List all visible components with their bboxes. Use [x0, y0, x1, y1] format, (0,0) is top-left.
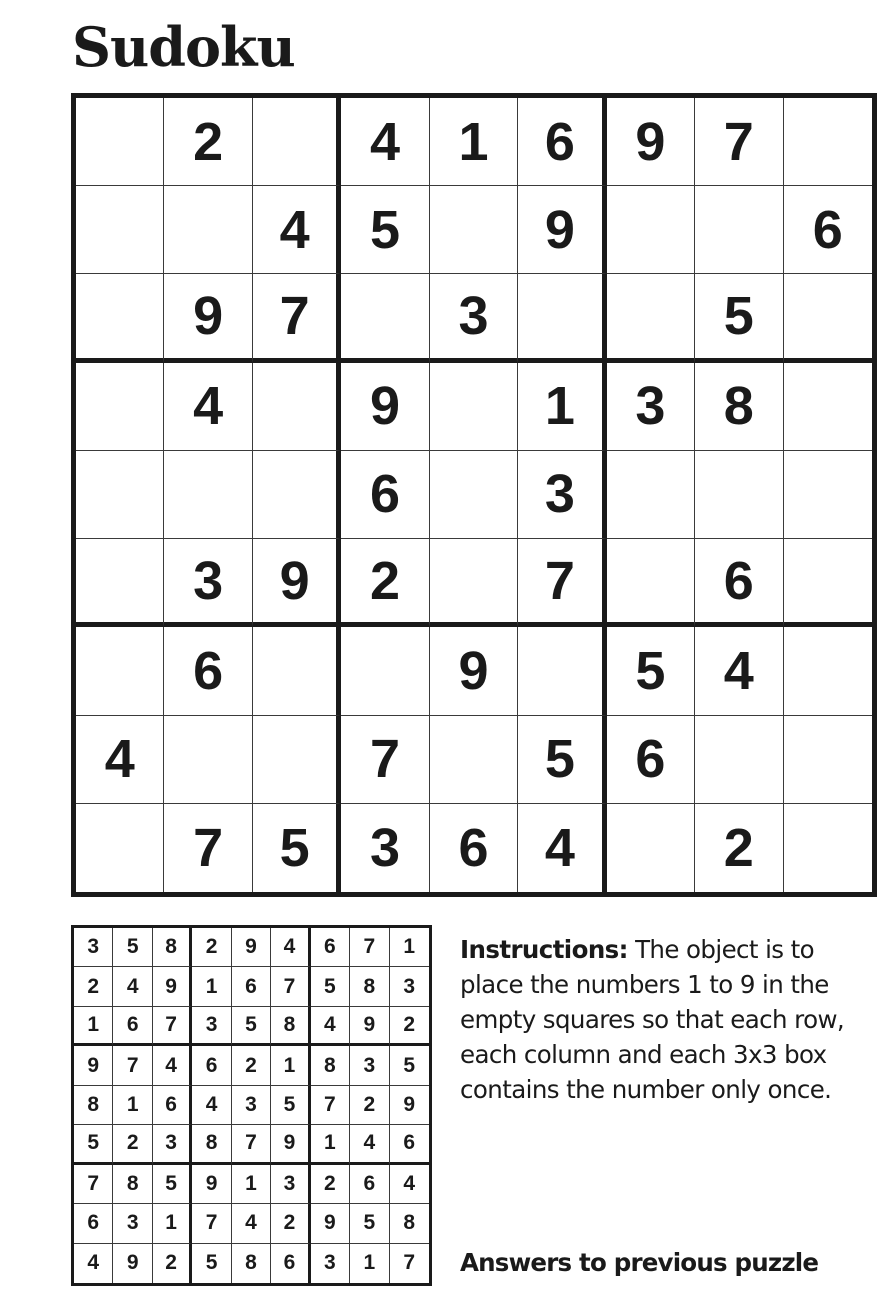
answer-cell-r7-c5: 1 [232, 1165, 271, 1204]
puzzle-cell-r3-c1[interactable] [76, 274, 164, 362]
instructions-text: The object is to place the numbers 1 to 9 in the empty squares so that each row, each column and each 3x3 box contains the number only once. [460, 935, 845, 1104]
puzzle-cell-r7-c3[interactable] [253, 627, 341, 715]
answer-cell-r5-c2: 1 [113, 1086, 152, 1125]
answer-cell-r8-c8: 5 [350, 1204, 389, 1243]
answer-cell-r2-c7: 5 [311, 967, 350, 1006]
answer-cell-r5-c4: 4 [192, 1086, 231, 1125]
puzzle-cell-r4-c5[interactable] [430, 363, 518, 451]
puzzle-cell-r7-c5: 9 [430, 627, 518, 715]
puzzle-cell-r5-c1[interactable] [76, 451, 164, 539]
puzzle-cell-r7-c6[interactable] [518, 627, 606, 715]
answer-cell-r7-c7: 2 [311, 1165, 350, 1204]
answer-cell-r6-c8: 4 [350, 1125, 389, 1164]
puzzle-cell-r8-c4: 7 [341, 716, 429, 804]
answer-cell-r3-c2: 6 [113, 1007, 152, 1046]
puzzle-cell-r9-c8: 2 [695, 804, 783, 892]
answer-cell-r7-c9: 4 [390, 1165, 429, 1204]
answer-cell-r6-c3: 3 [153, 1125, 192, 1164]
puzzle-cell-r5-c2[interactable] [164, 451, 252, 539]
answer-cell-r9-c6: 6 [271, 1244, 310, 1283]
puzzle-cell-r9-c4: 3 [341, 804, 429, 892]
answer-cell-r2-c4: 1 [192, 967, 231, 1006]
answer-cell-r8-c1: 6 [74, 1204, 113, 1243]
answer-cell-r9-c3: 2 [153, 1244, 192, 1283]
puzzle-cell-r3-c9[interactable] [784, 274, 872, 362]
puzzle-cell-r3-c5: 3 [430, 274, 518, 362]
answer-cell-r3-c7: 4 [311, 1007, 350, 1046]
puzzle-cell-r3-c4[interactable] [341, 274, 429, 362]
puzzle-cell-r5-c4: 6 [341, 451, 429, 539]
answer-cell-r1-c8: 7 [350, 928, 389, 967]
puzzle-cell-r5-c5[interactable] [430, 451, 518, 539]
answer-cell-r6-c6: 9 [271, 1125, 310, 1164]
answer-cell-r1-c7: 6 [311, 928, 350, 967]
puzzle-cell-r2-c2[interactable] [164, 186, 252, 274]
puzzle-cell-r6-c4: 2 [341, 539, 429, 627]
sudoku-puzzle-grid [71, 93, 877, 897]
answer-cell-r1-c9: 1 [390, 928, 429, 967]
puzzle-cell-r1-c3[interactable] [253, 98, 341, 186]
answer-cell-r5-c1: 8 [74, 1086, 113, 1125]
puzzle-cell-r1-c5: 1 [430, 98, 518, 186]
puzzle-cell-r9-c3: 5 [253, 804, 341, 892]
answer-cell-r4-c2: 7 [113, 1046, 152, 1085]
puzzle-cell-r9-c6: 4 [518, 804, 606, 892]
answer-cell-r9-c1: 4 [74, 1244, 113, 1283]
answer-cell-r4-c4: 6 [192, 1046, 231, 1085]
answer-cell-r8-c9: 8 [390, 1204, 429, 1243]
puzzle-cell-r9-c7[interactable] [607, 804, 695, 892]
answer-cell-r1-c3: 8 [153, 928, 192, 967]
puzzle-cell-r7-c9[interactable] [784, 627, 872, 715]
answer-cell-r6-c5: 7 [232, 1125, 271, 1164]
puzzle-cell-r6-c2: 3 [164, 539, 252, 627]
answer-cell-r6-c4: 8 [192, 1125, 231, 1164]
answer-cell-r1-c1: 3 [74, 928, 113, 967]
puzzle-cell-r9-c2: 7 [164, 804, 252, 892]
puzzle-cell-r3-c6[interactable] [518, 274, 606, 362]
answer-cell-r3-c6: 8 [271, 1007, 310, 1046]
answer-cell-r9-c9: 7 [403, 1251, 416, 1275]
puzzle-cell-r6-c7[interactable] [607, 539, 695, 627]
answer-cell-r3-c8: 9 [350, 1007, 389, 1046]
puzzle-cell-r4-c1[interactable] [76, 363, 164, 451]
puzzle-cell-r2-c9: 6 [784, 186, 872, 274]
puzzle-cell-r4-c3[interactable] [253, 363, 341, 451]
puzzle-cell-r8-c9[interactable] [784, 716, 872, 804]
puzzle-cell-r5-c8[interactable] [695, 451, 783, 539]
answer-cell-r4-c9: 5 [390, 1046, 429, 1085]
answer-cell-r3-c9: 2 [390, 1007, 429, 1046]
instructions-label: Instructions: [460, 935, 628, 964]
answer-cell-r7-c1: 7 [74, 1165, 113, 1204]
answer-cell-r5-c8: 2 [350, 1086, 389, 1125]
answer-cell-r3-c4: 3 [192, 1007, 231, 1046]
puzzle-cell-r1-c7: 9 [607, 98, 695, 186]
puzzle-cell-r2-c7[interactable] [607, 186, 695, 274]
puzzle-cell-r4-c2: 4 [164, 363, 252, 451]
answer-cell-r9-c4: 5 [192, 1244, 231, 1283]
answer-cell-r5-c9: 9 [390, 1086, 429, 1125]
puzzle-cell-r7-c8: 4 [695, 627, 783, 715]
puzzle-cell-r3-c8: 5 [695, 274, 783, 362]
answer-cell-r6-c7: 1 [311, 1125, 350, 1164]
puzzle-cell-r3-c3: 7 [253, 274, 341, 362]
puzzle-cell-r6-c8: 6 [695, 539, 783, 627]
puzzle-cell-r7-c1[interactable] [76, 627, 164, 715]
puzzle-cell-r8-c6: 5 [518, 716, 606, 804]
puzzle-cell-r4-c6: 1 [518, 363, 606, 451]
puzzle-cell-r8-c8[interactable] [695, 716, 783, 804]
puzzle-cell-r8-c2[interactable] [164, 716, 252, 804]
puzzle-cell-r3-c7[interactable] [607, 274, 695, 362]
answer-cell-r7-c4: 9 [192, 1165, 231, 1204]
answer-cell-r8-c2: 3 [113, 1204, 152, 1243]
puzzle-cell-r6-c5[interactable] [430, 539, 518, 627]
answer-cell-r8-c4: 7 [192, 1204, 231, 1243]
puzzle-cell-r1-c6: 6 [518, 98, 606, 186]
puzzle-cell-r2-c8[interactable] [695, 186, 783, 274]
answer-cell-r2-c8: 8 [350, 967, 389, 1006]
answer-cell-r4-c5: 2 [232, 1046, 271, 1085]
answer-cell-r1-c4: 2 [192, 928, 231, 967]
puzzle-cell-r2-c6: 9 [518, 186, 606, 274]
answer-cell-r9-c5: 8 [232, 1244, 271, 1283]
puzzle-cell-r5-c9[interactable] [784, 451, 872, 539]
puzzle-cell-r2-c1[interactable] [76, 186, 164, 274]
answer-cell-r1-c5: 9 [232, 928, 271, 967]
answer-cell-r8-c7: 9 [311, 1204, 350, 1243]
answer-cell-r9-c2: 9 [113, 1244, 152, 1283]
answer-cell-r4-c8: 3 [350, 1046, 389, 1085]
answer-cell-r5-c3: 6 [153, 1086, 192, 1125]
answer-cell-r2-c6: 7 [271, 967, 310, 1006]
answer-cell-r4-c3: 4 [153, 1046, 192, 1085]
answer-cell-r7-c2: 8 [113, 1165, 152, 1204]
puzzle-cell-r8-c7: 6 [607, 716, 695, 804]
answer-cell-r8-c3: 1 [153, 1204, 192, 1243]
answer-cell-r6-c1: 5 [74, 1125, 113, 1164]
puzzle-cell-r6-c6: 7 [518, 539, 606, 627]
answer-cell-r2-c5: 6 [232, 967, 271, 1006]
puzzle-cell-r8-c5[interactable] [430, 716, 518, 804]
answer-cell-r1-c6: 4 [271, 928, 310, 967]
puzzle-cell-r5-c7[interactable] [607, 451, 695, 539]
answer-cell-r2-c3: 9 [153, 967, 192, 1006]
puzzle-cell-r6-c1[interactable] [76, 539, 164, 627]
answer-cell-r4-c6: 1 [271, 1046, 310, 1085]
puzzle-cell-r8-c1: 4 [76, 716, 164, 804]
answer-cell-r9-c7: 3 [311, 1244, 350, 1283]
answer-cell-r5-c5: 3 [232, 1086, 271, 1125]
puzzle-cell-r4-c9[interactable] [784, 363, 872, 451]
puzzle-cell-r5-c3[interactable] [253, 451, 341, 539]
puzzle-cell-r7-c7: 5 [607, 627, 695, 715]
answer-cell-r5-c6: 5 [271, 1086, 310, 1125]
puzzle-cell-r7-c4[interactable] [341, 627, 429, 715]
answer-cell-r8-c5: 4 [232, 1204, 271, 1243]
answer-cell-r2-c9: 3 [390, 967, 429, 1006]
puzzle-cell-r1-c4: 4 [341, 98, 429, 186]
answer-cell-r6-c2: 2 [113, 1125, 152, 1164]
puzzle-cell-r8-c3[interactable] [253, 716, 341, 804]
puzzle-cell-r4-c4: 9 [341, 363, 429, 451]
answer-cell-r2-c2: 4 [113, 967, 152, 1006]
puzzle-cell-r9-c9[interactable] [784, 804, 872, 892]
instructions [460, 932, 860, 1107]
answer-cell-r7-c3: 5 [153, 1165, 192, 1204]
previous-answers-grid [71, 925, 432, 1286]
puzzle-cell-r4-c7: 3 [607, 363, 695, 451]
puzzle-cell-r3-c2: 9 [164, 274, 252, 362]
answer-cell-r2-c1: 2 [74, 967, 113, 1006]
puzzle-cell-r4-c8: 8 [695, 363, 783, 451]
answer-cell-r3-c5: 5 [232, 1007, 271, 1046]
answer-cell-r3-c3: 7 [153, 1007, 192, 1046]
puzzle-cell-r7-c2: 6 [164, 627, 252, 715]
page-title: Sudoku [72, 15, 295, 79]
answer-cell-r1-c2: 5 [113, 928, 152, 967]
answer-cell-r4-c7: 8 [311, 1046, 350, 1085]
puzzle-cell-r6-c3: 9 [253, 539, 341, 627]
answer-cell-r4-c1: 9 [74, 1046, 113, 1085]
puzzle-cell-r1-c2: 2 [164, 98, 252, 186]
answer-cell-r8-c6: 2 [271, 1204, 310, 1243]
answer-cell-r9-c8: 1 [350, 1244, 389, 1283]
answer-cell-r7-c8: 6 [350, 1165, 389, 1204]
puzzle-cell-r2-c4: 5 [341, 186, 429, 274]
puzzle-cell-r2-c5[interactable] [430, 186, 518, 274]
puzzle-cell-r9-c5: 6 [430, 804, 518, 892]
answer-cell-r7-c6: 3 [271, 1165, 310, 1204]
puzzle-cell-r9-c1[interactable] [76, 804, 164, 892]
puzzle-cell-r1-c1[interactable] [76, 98, 164, 186]
puzzle-cell-r1-c9[interactable] [784, 98, 872, 186]
answers-caption: Answers to previous puzzle [460, 1248, 819, 1277]
answer-cell-r6-c9: 6 [390, 1125, 429, 1164]
puzzle-cell-r1-c8: 7 [695, 98, 783, 186]
answer-cell-r5-c7: 7 [311, 1086, 350, 1125]
puzzle-cell-r2-c3: 4 [253, 186, 341, 274]
puzzle-cell-r6-c9[interactable] [784, 539, 872, 627]
answer-cell-r3-c1: 1 [74, 1007, 113, 1046]
puzzle-cell-r5-c6: 3 [518, 451, 606, 539]
